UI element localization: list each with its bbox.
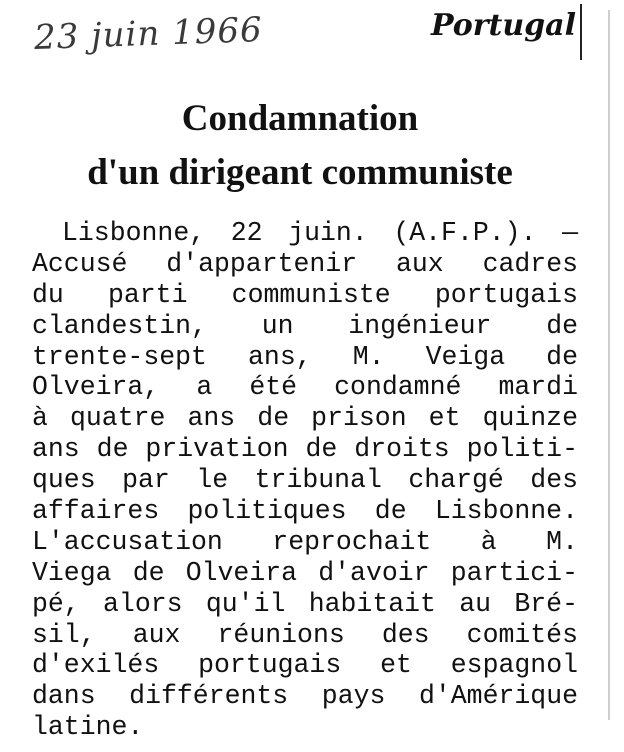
body-line: pé, alors qu'il habitait au Bré- [32,588,578,619]
body-line: Olveira, a été condamné mardi [32,372,578,403]
headline [0,92,600,200]
column-edge [608,10,610,720]
body-line: Lisbonne, 22 juin. (A.F.P.). — [62,218,578,248]
body-line: dans différents pays d'Amérique [32,681,578,712]
body-line: Accusé d'appartenir aux cadres [32,248,578,279]
body-line: affaires politiques de Lisbonne. [32,496,578,527]
section-label: Portugal [430,8,576,43]
body-line: trente-sept ans, M. Veiga de [32,341,578,372]
body-line: d'exilés portugais et espagnol [32,650,578,681]
body-line: ques par le tribunal chargé des [32,465,578,496]
body-line: du parti communiste portugais [32,279,578,310]
body-line: sil, aux réunions des comités [32,619,578,650]
handwritten-date: 23 juin 1966 [33,10,264,58]
headline-line-1: Condamnation [181,98,419,139]
body-line: latine. [32,712,144,743]
body-line: clandestin, un ingénieur de [32,310,578,341]
body-line: à quatre ans de prison et quinze [32,403,578,434]
article-body [32,218,578,743]
body-line: L'accusation reprochait à M. [32,526,578,557]
headline-line-2: d'un dirigeant communiste [87,152,513,193]
body-line: ans de privation de droits politi- [32,434,578,465]
body-line: Viega de Olveira d'avoir partici- [32,557,578,588]
header-divider [580,4,582,60]
